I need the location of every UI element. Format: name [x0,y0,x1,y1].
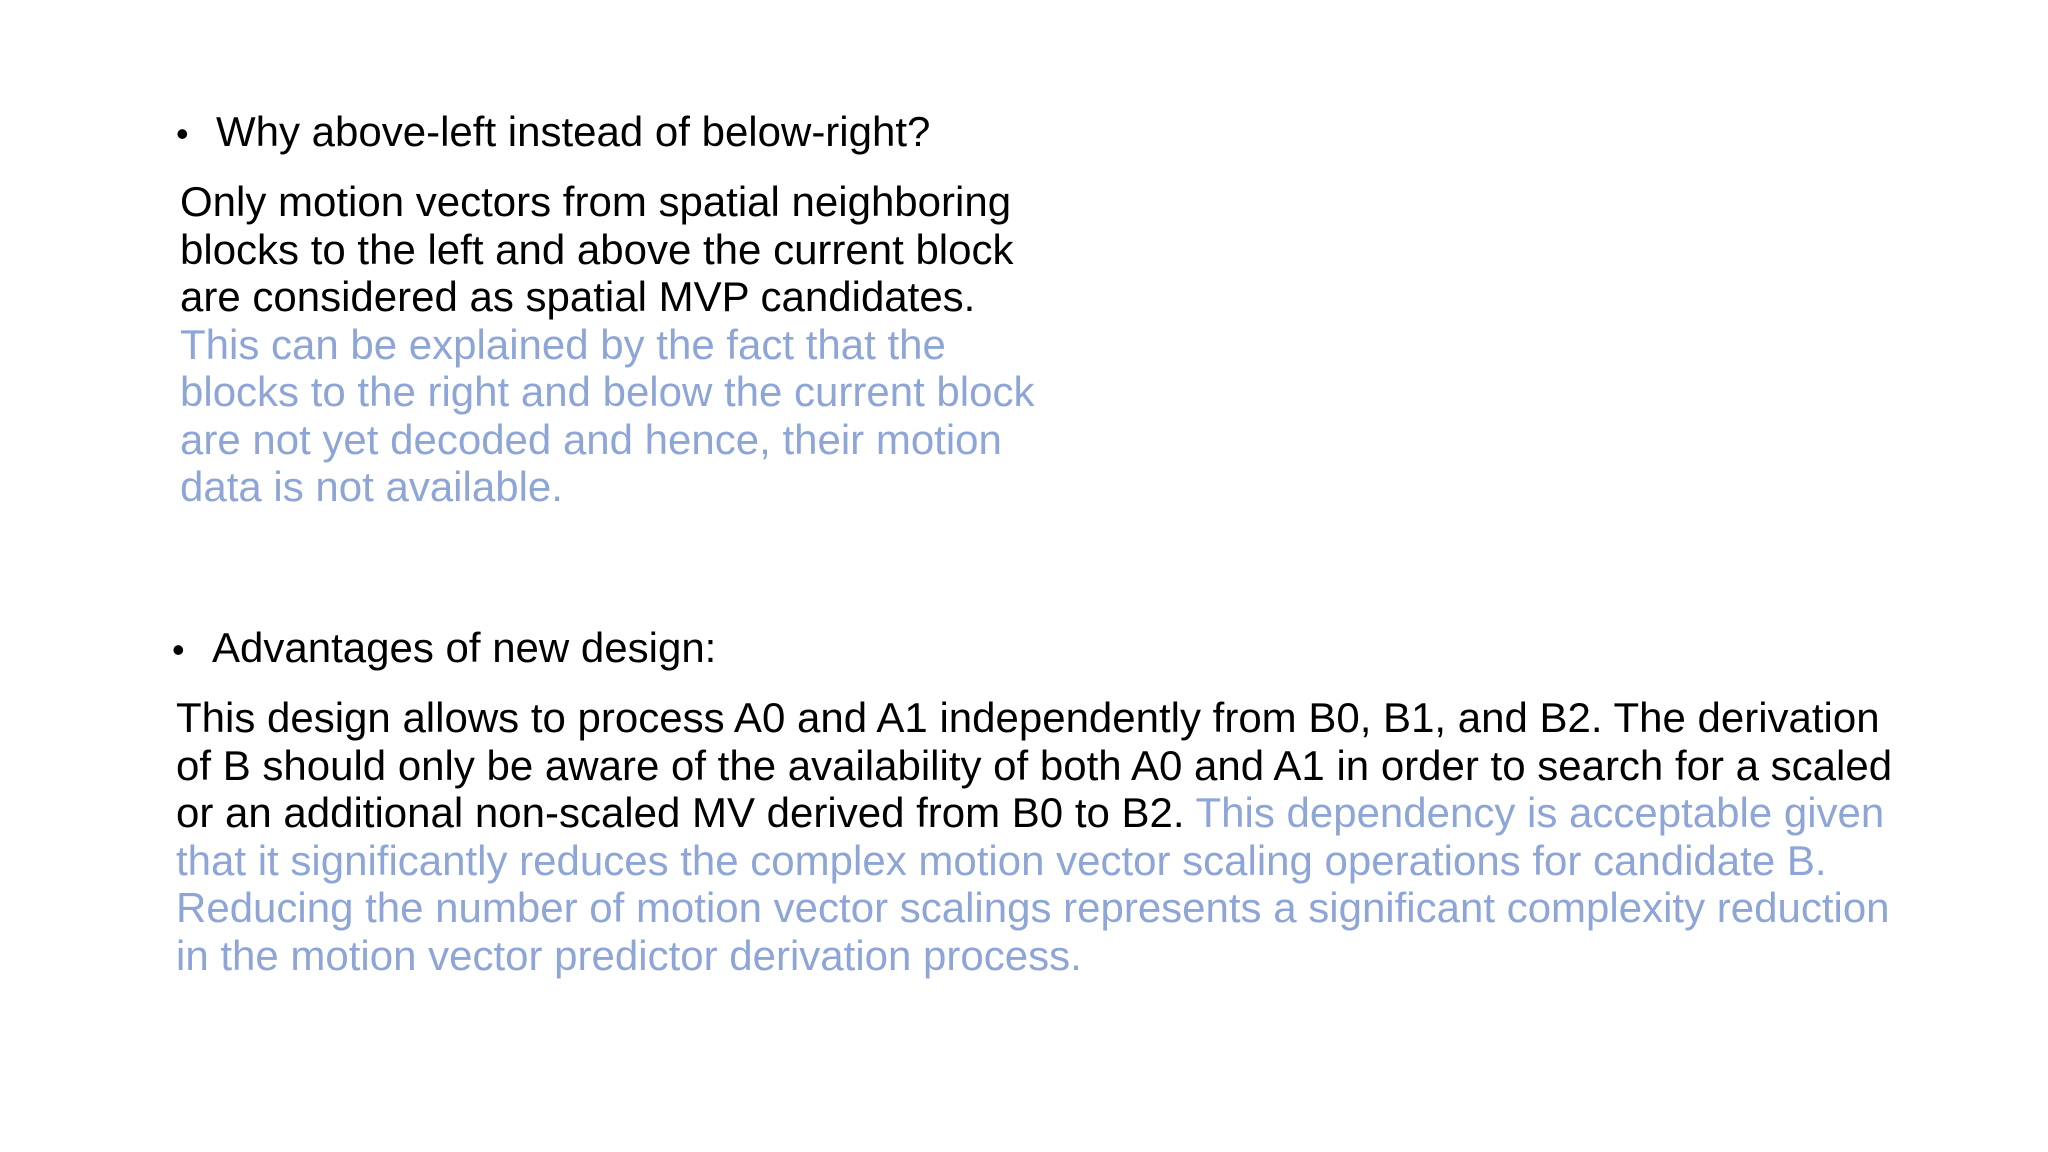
paragraph [176,694,1916,979]
paragraph-highlight-text: This can be explained by the fact that the blocks to the right and below the current block are not yet decoded and hence, their motion data is not available. [180,320,1035,510]
bullet-heading [176,100,1076,166]
bullet-icon: • [172,629,185,670]
bullet-text: Why above-left instead of below-right? [216,108,931,155]
paragraph-text: Only motion vectors from spatial neighboring blocks to the left and above the current block are considered as spatial MVP candidates. [180,178,1014,320]
section-advantages [172,616,1912,979]
section-why-above-left [176,100,1076,511]
paragraph-text: This design allows to process A0 and A1 independently from B0, B1, and B2. The derivation of B should only be aware of the availability of both A0 and A1 in order to search for a scaled or an additional non-scaled MV derived from B0 to B2. [176,694,1893,836]
paragraph [180,178,1040,511]
bullet-text: Advantages of new design: [212,624,717,671]
bullet-icon: • [176,113,189,154]
bullet-heading [172,616,1912,682]
paragraph-highlight-text: This dependency is acceptable given that it significantly reduces the complex motion vector scaling operations for candidate B. Reducing the number of motion vector scalings represents a significant complexity reduction in the motion vector predictor derivation process. [176,789,1890,979]
